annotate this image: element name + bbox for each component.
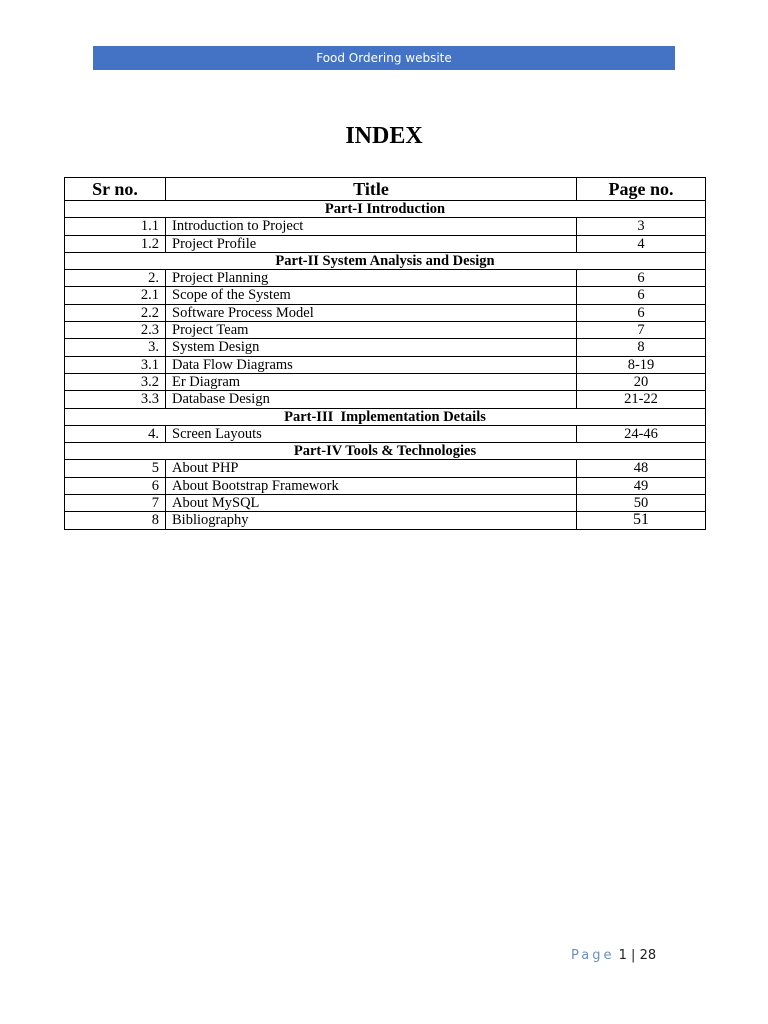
part-heading: Part-I Introduction xyxy=(65,201,706,218)
sr-cell: 3.2 xyxy=(65,373,166,390)
current-page-number: 1 xyxy=(618,948,627,963)
table-row xyxy=(65,322,706,339)
title-cell: Project Planning xyxy=(166,270,577,287)
table-row xyxy=(65,287,706,304)
table-row xyxy=(65,512,706,529)
page-title: INDEX xyxy=(345,123,423,149)
table-row xyxy=(65,477,706,494)
table-row xyxy=(65,235,706,252)
sr-cell: 3.3 xyxy=(65,391,166,408)
running-header xyxy=(93,46,675,70)
page-cell: 24-46 xyxy=(577,425,706,442)
sr-cell: 2.2 xyxy=(65,304,166,321)
table-row xyxy=(65,391,706,408)
part-heading: Part-II System Analysis and Design xyxy=(65,252,706,269)
page-cell: 3 xyxy=(577,218,706,235)
column-header-sr: Sr no. xyxy=(65,178,166,201)
title-cell: System Design xyxy=(166,339,577,356)
page-label: Page xyxy=(571,948,615,963)
sr-cell: 7 xyxy=(65,495,166,512)
page-cell: 50 xyxy=(577,495,706,512)
page-cell: 7 xyxy=(577,322,706,339)
sr-cell: 4. xyxy=(65,425,166,442)
page-cell: 6 xyxy=(577,304,706,321)
sr-cell: 1.2 xyxy=(65,235,166,252)
total-pages: 28 xyxy=(639,948,657,963)
table-row xyxy=(65,270,706,287)
title-cell: Scope of the System xyxy=(166,287,577,304)
column-header-title: Title xyxy=(166,178,577,201)
sr-cell: 6 xyxy=(65,477,166,494)
title-cell: Screen Layouts xyxy=(166,425,577,442)
table-row xyxy=(65,304,706,321)
page-cell: 21-22 xyxy=(577,391,706,408)
title-cell: About Bootstrap Framework xyxy=(166,477,577,494)
table-row xyxy=(65,495,706,512)
title-cell: Database Design xyxy=(166,391,577,408)
index-table xyxy=(64,177,706,530)
sr-cell: 2.1 xyxy=(65,287,166,304)
sr-cell: 8 xyxy=(65,512,166,529)
header-title: Food Ordering website xyxy=(316,51,452,65)
page-cell: 6 xyxy=(577,270,706,287)
part-heading: Part-IV Tools & Technologies xyxy=(65,443,706,460)
sr-cell: 5 xyxy=(65,460,166,477)
sr-cell: 3. xyxy=(65,339,166,356)
column-header-page: Page no. xyxy=(577,178,706,201)
part-heading-row xyxy=(65,252,706,269)
part-heading-row xyxy=(65,408,706,425)
page-cell: 48 xyxy=(577,460,706,477)
page-cell: 51 xyxy=(577,512,706,529)
page-cell: 8 xyxy=(577,339,706,356)
table-row xyxy=(65,425,706,442)
part-heading-row xyxy=(65,201,706,218)
part-heading-row xyxy=(65,443,706,460)
table-header-row xyxy=(65,178,706,201)
sr-cell: 2. xyxy=(65,270,166,287)
table-row xyxy=(65,218,706,235)
page-footer xyxy=(571,947,656,965)
title-cell: About MySQL xyxy=(166,495,577,512)
part-heading: Part-III Implementation Details xyxy=(65,408,706,425)
title-cell: Introduction to Project xyxy=(166,218,577,235)
title-cell: Er Diagram xyxy=(166,373,577,390)
page-cell: 4 xyxy=(577,235,706,252)
title-cell: About PHP xyxy=(166,460,577,477)
page-cell: 8-19 xyxy=(577,356,706,373)
sr-cell: 3.1 xyxy=(65,356,166,373)
title-cell: Data Flow Diagrams xyxy=(166,356,577,373)
sr-cell: 1.1 xyxy=(65,218,166,235)
table-row xyxy=(65,339,706,356)
page-separator: | xyxy=(631,948,636,963)
sr-cell: 2.3 xyxy=(65,322,166,339)
table-row xyxy=(65,373,706,390)
title-cell: Software Process Model xyxy=(166,304,577,321)
title-cell: Bibliography xyxy=(166,512,577,529)
title-cell: Project Team xyxy=(166,322,577,339)
page-cell: 20 xyxy=(577,373,706,390)
table-row xyxy=(65,460,706,477)
page-cell: 6 xyxy=(577,287,706,304)
table-row xyxy=(65,356,706,373)
title-cell: Project Profile xyxy=(166,235,577,252)
page-cell: 49 xyxy=(577,477,706,494)
